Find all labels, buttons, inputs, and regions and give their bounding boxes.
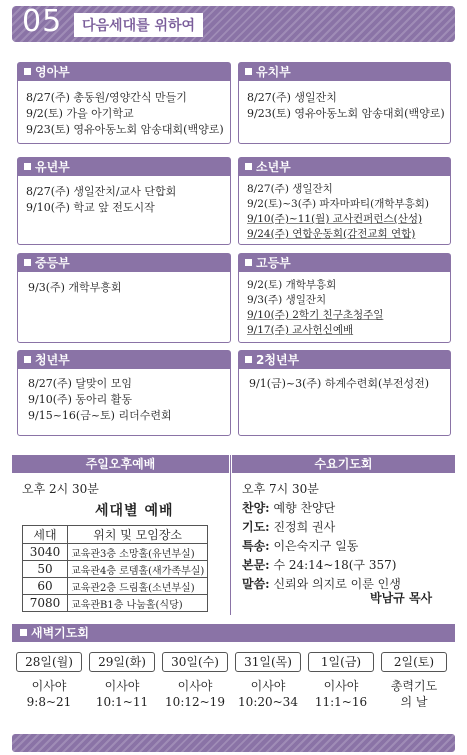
young-dept-header: 유년부 — [18, 158, 230, 176]
list-item: 본문: 수 24:14~18(구 357) — [242, 558, 397, 572]
wednesday-time: 오후 7시 30분 — [242, 482, 319, 496]
boys-dept-box — [238, 157, 451, 245]
high-dept-box — [238, 253, 451, 343]
list-item: 8/27(주) 달맞이 모임 — [28, 377, 133, 390]
list-item: 기도: 진정희 권사 — [242, 520, 336, 534]
day-column: 1일(금) 이사야 11:1~16 — [308, 652, 374, 710]
list-item: 9/23(토) 영유아동노회 암송대회(백양로) — [26, 123, 224, 136]
list-item: 9/15~16(금~토) 리더수련회 — [28, 409, 172, 422]
list-item: 9/2(토)~3(주) 파자마파티(개학부흥회) — [247, 198, 430, 210]
square-bullet-icon — [245, 259, 252, 266]
table-row — [23, 561, 208, 578]
table-cell: 3040 — [23, 544, 68, 561]
day-column: 29일(화) 이사야 10:1~11 — [89, 652, 155, 710]
list-item: 8/27(주) 생일잔치 — [247, 183, 333, 195]
list-item: 9/10(주) 2학기 친구초청주일 — [247, 309, 384, 321]
day-date: 31일(목) — [235, 652, 301, 672]
list-item: 8/27(주) 생일잔치/교사 단합회 — [26, 185, 177, 198]
list-item: 9/10(주) 동아리 활동 — [28, 393, 133, 406]
day-column: 31일(목) 이사야 10:20~34 — [235, 652, 301, 710]
table-header-cell: 세대 — [23, 526, 68, 544]
table-header-cell: 위치 및 모임장소 — [68, 526, 208, 544]
divider — [230, 455, 231, 615]
youth2-dept-box — [238, 350, 451, 436]
day-date: 2일(토) — [381, 652, 447, 672]
square-bullet-icon — [245, 356, 252, 363]
wednesday-details — [242, 480, 401, 594]
list-item: 말씀: 신뢰와 의지로 이룬 인생 — [242, 577, 401, 591]
kinder-dept-box — [238, 62, 451, 144]
list-item: 9/3(주) 생일잔치 — [247, 294, 327, 306]
sunday-service-bar: 주일오후예배 — [12, 455, 229, 473]
table-cell: 50 — [23, 561, 68, 578]
list-item: 9/1(금)~3(주) 하계수련회(부전성전) — [249, 377, 430, 390]
list-item: 9/2(토) 가을 아기학교 — [26, 107, 134, 120]
list-item: 9/23(토) 영유아동노회 암송대회(백양로) — [247, 107, 445, 120]
dawn-prayer-bar: 새벽기도회 — [12, 624, 455, 642]
day-column: 30일(수) 이사야 10:12~19 — [162, 652, 228, 710]
table-row — [23, 544, 208, 561]
square-bullet-icon — [245, 68, 252, 75]
table-cell: 교육관2층 드림홀(소년부실) — [68, 578, 208, 595]
square-bullet-icon — [20, 629, 27, 636]
table-cell: 교육관3층 소망홀(유년부실) — [68, 544, 208, 561]
table-cell: 7080 — [23, 595, 68, 612]
footer-bar — [12, 734, 455, 752]
section-number: 05 — [22, 4, 63, 39]
day-date: 29일(화) — [89, 652, 155, 672]
day-column: 2일(토) 총력기도 의 날 — [381, 652, 447, 710]
day-date: 30일(수) — [162, 652, 228, 672]
list-item: 8/27(주) 총동원/영양간식 만들기 — [26, 91, 187, 104]
list-item: 9/10(주) 학교 앞 전도시작 — [26, 201, 155, 214]
list-item: 9/17(주) 교사헌신예배 — [247, 324, 354, 336]
square-bullet-icon — [24, 68, 31, 75]
preacher-name: 박남규 목사 — [370, 591, 433, 605]
location-table — [22, 525, 208, 612]
sunday-time: 오후 2시 30분 — [22, 482, 99, 496]
youth-dept-header: 청년부 — [18, 351, 230, 369]
list-item: 8/27(주) 생일잔치 — [247, 91, 337, 104]
list-item: 9/3(주) 개학부흥회 — [28, 281, 122, 294]
day-column: 28일(월) 이사야 9:8~21 — [16, 652, 82, 710]
wednesday-service-bar: 수요기도회 — [232, 455, 455, 473]
youth-dept-box — [17, 350, 231, 436]
table-header-row — [23, 526, 208, 544]
square-bullet-icon — [24, 356, 31, 363]
high-dept-header: 고등부 — [239, 254, 450, 272]
sunday-service-name: 세대별 예배 — [95, 503, 174, 519]
middle-dept-box — [17, 253, 231, 343]
table-cell: 60 — [23, 578, 68, 595]
table-row — [23, 578, 208, 595]
infant-dept-box — [17, 62, 231, 144]
list-item: 찬양: 예향 찬양단 — [242, 501, 336, 515]
square-bullet-icon — [24, 163, 31, 170]
youth2-dept-header: 2청년부 — [239, 351, 450, 369]
boys-dept-header: 소년부 — [239, 158, 450, 176]
middle-dept-header: 중등부 — [18, 254, 230, 272]
table-row — [23, 595, 208, 612]
day-date: 28일(월) — [16, 652, 82, 672]
list-item: 9/10(주)~11(월) 교사컨퍼런스(산성) — [247, 213, 423, 225]
list-item: 특송: 이은숙지구 일동 — [242, 539, 359, 553]
square-bullet-icon — [245, 163, 252, 170]
kinder-dept-header: 유치부 — [239, 63, 450, 81]
day-date: 1일(금) — [308, 652, 374, 672]
section-title: 다음세대를 위하여 — [74, 13, 203, 37]
square-bullet-icon — [24, 259, 31, 266]
table-cell: 교육관4층 로뎀홀(새가족부실) — [68, 561, 208, 578]
list-item: 9/2(토) 개학부흥회 — [247, 279, 337, 291]
young-dept-box — [17, 157, 231, 245]
infant-dept-header: 영아부 — [18, 63, 230, 81]
section-header — [12, 6, 455, 42]
list-item: 9/24(주) 연합운동회(감전교회 연합) — [247, 228, 416, 240]
table-cell: 교육관B1층 나눔홀(식당) — [68, 595, 208, 612]
